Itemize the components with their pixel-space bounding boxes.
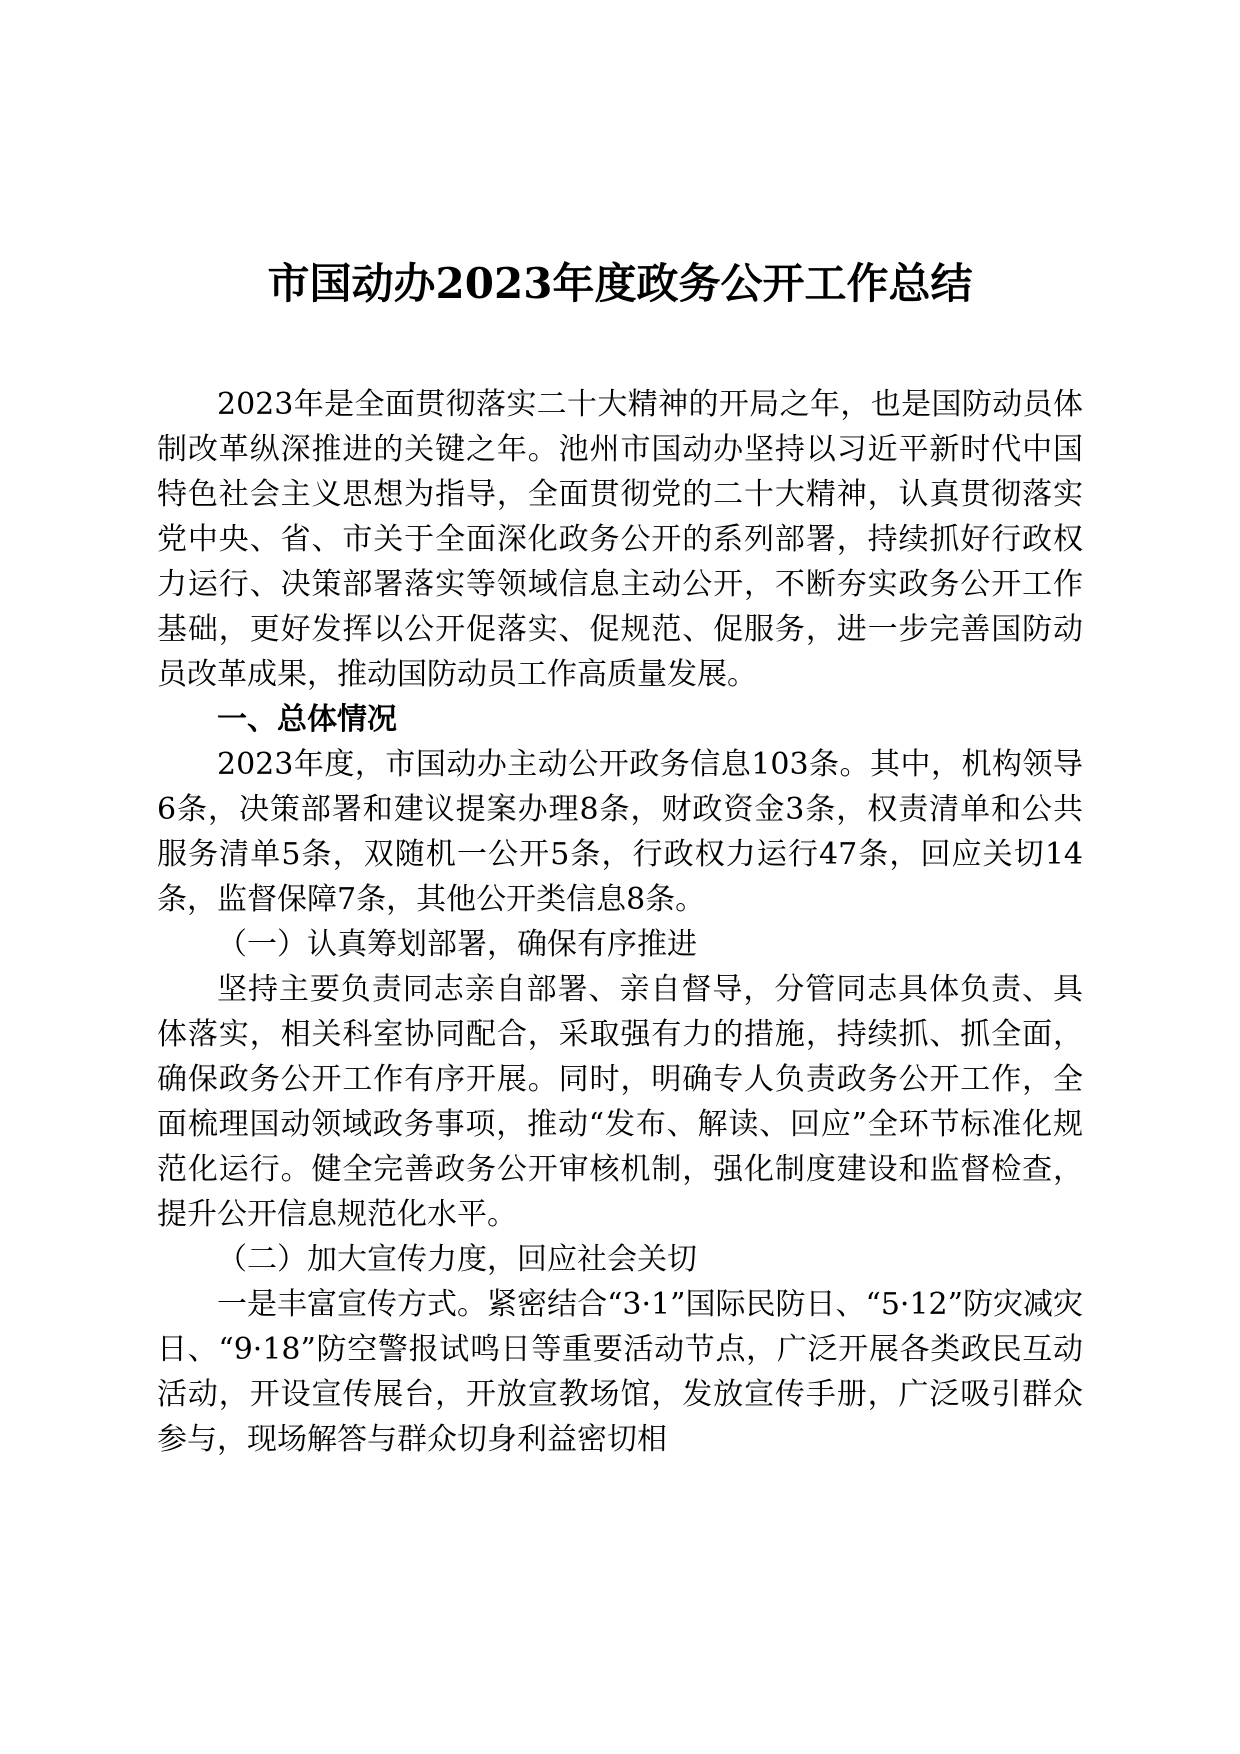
planning-paragraph: 坚持主要负责同志亲自部署、亲自督导，分管同志具体负责、具体落实，相关科室协同配合，采取强有力的措施，持续抓、抓全面，确保政务公开工作有序开展。同时，明确专人负责政务公开工作，全面梳理国动领域政务事项，推动“发布、解读、回应”全环节标准化规范化运行。健全完善政务公开审核机制，强化制度建设和监督检查，提升公开信息规范化水平。 — [157, 972, 1083, 1232]
document-body — [157, 382, 1083, 1462]
section-heading-overview: 一、总体情况 — [217, 702, 397, 737]
publicity-paragraph: 一是丰富宣传方式。紧密结合“3·1”国际民防日、“5·12”防灾减灾日、“9·18”防空警报试鸣日等重要活动节点，广泛开展各类政民互动活动，开设宣传展台，开放宣教场馆，发放宣传手册，广泛吸引群众参与，现场解答与群众切身利益密切相 — [157, 1287, 1083, 1457]
document-title: 市国动办2023年度政务公开工作总结 — [267, 259, 973, 308]
intro-paragraph: 2023年是全面贯彻落实二十大精神的开局之年，也是国防动员体制改革纵深推进的关键之年。池州市国动办坚持以习近平新时代中国特色社会主义思想为指导，全面贯彻党的二十大精神，认真贯彻落实党中央、省、市关于全面深化政务公开的系列部署，持续抓好行政权力运行、决策部署落实等领域信息主动公开，不断夯实政务公开工作基础，更好发挥以公开促落实、促规范、促服务，进一步完善国防动员改革成果，推动国防动员工作高质量发展。 — [157, 387, 1083, 692]
subsection-heading-planning: （一）认真筹划部署，确保有序推进 — [217, 927, 697, 962]
overview-paragraph: 2023年度，市国动办主动公开政务信息103条。其中，机构领导6条，决策部署和建议提案办理8条，财政资金3条，权责清单和公共服务清单5条，双随机一公开5条，行政权力运行47条，回应关切14条，监督保障7条，其他公开类信息8条。 — [157, 747, 1083, 917]
subsection-heading-publicity: （二）加大宣传力度，回应社会关切 — [217, 1242, 697, 1277]
